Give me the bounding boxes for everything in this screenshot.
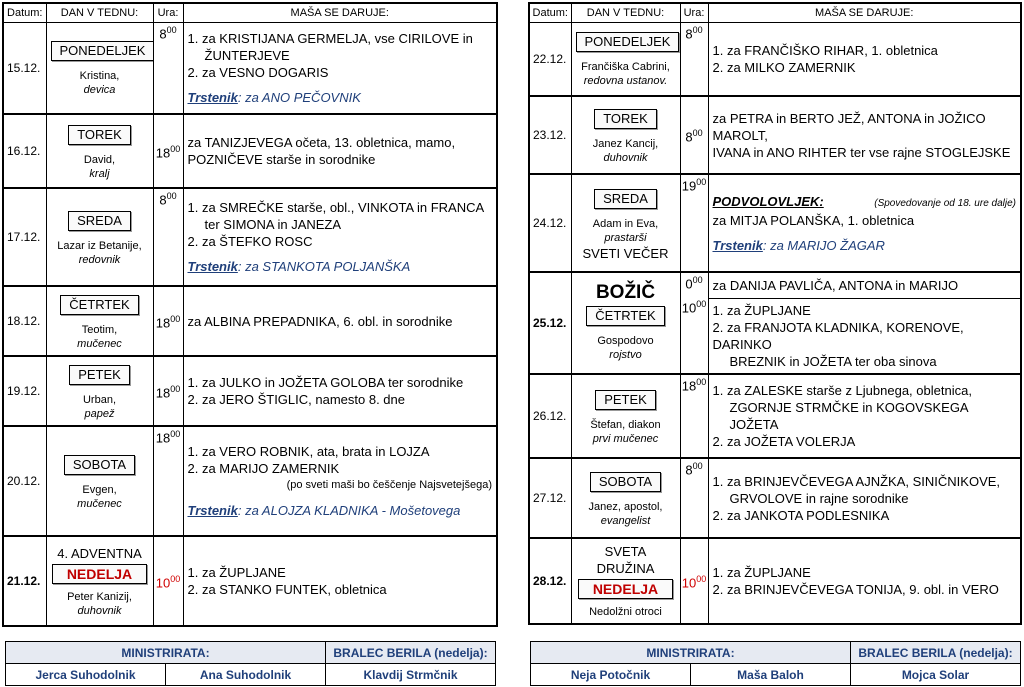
ministrant-name: Neja Potočnik [531,664,691,686]
mass-intention: ZGORNJE STRMČKE in KOGOVSKEGA JOŽETA [729,400,968,432]
header-date: Datum: [529,3,571,22]
day-cell [46,188,153,286]
day-row [3,22,497,114]
time-cell [680,374,708,458]
saint-name: Urban, [82,393,117,406]
saint-title: redovna ustanov. [583,75,668,88]
ministrants-label: MINISTRIRATA: [531,642,851,664]
time-minutes: 00 [692,127,703,138]
day-name-box: PETEK [69,365,130,385]
footer-table-left [5,641,496,686]
day-row [529,174,1021,272]
date-cell: 16.12. [3,114,46,188]
trstenik-label: Trstenik [187,259,238,274]
trstenik-mass [188,258,493,275]
trstenik-intention: : za MARIJO ŽAGAR [762,237,885,253]
day-row [529,22,1021,96]
ministrant-name: Jerca Suhodolnik [6,664,166,686]
mass-intention: 1. za ZALESKE starše z Ljubnega, obletnica, [712,383,972,398]
saint-title: evangelist [600,514,651,527]
day-row [3,536,497,626]
day-cell [571,272,680,374]
saint-name: Frančiška Cabrini, [581,61,670,74]
day-name-box: TOREK [594,109,657,129]
saint-title: kralj [89,167,110,180]
saint-name: David, [83,153,116,166]
mass-time [682,299,707,315]
time-cell [153,286,183,356]
time-hour: 8 [685,462,693,478]
date-cell: 23.12. [529,96,571,174]
mass-intention: 2. za MARIJO ZAMERNIK [187,461,340,476]
saint-title: mučenec [77,337,122,350]
time-cell [680,22,708,96]
saint-name: Janez Kancij, [592,137,659,150]
day-cell [571,96,680,174]
confession-note: (Spovedovanje od 18. ure dalje) [874,197,1016,209]
feast-title: BOŽIČ [595,282,656,303]
feast-title: SVETA DRUŽINA [596,544,655,576]
day-row [3,286,497,356]
time-hour: 18 [155,385,171,401]
mass-intention: 2. za JANKOTA PODLESNIKA [712,507,890,523]
mass-intention: 1. za VERO ROBNIK, ata, brata in LOJZA [187,444,430,459]
day-row [3,114,497,188]
trstenik-label: Trstenik [187,89,238,105]
saint-name: Peter Kanizij, [67,590,132,603]
day-cell [571,458,680,538]
header-row [3,3,497,22]
date-cell: 24.12. [529,174,571,272]
date-cell: 18.12. [3,286,46,356]
time-cell [680,538,708,624]
saint-title: prastarši [604,231,647,244]
day-row [3,426,497,536]
date-cell: 26.12. [529,374,571,458]
mass-intention: za ALBINA PREPADNIKA, 6. obl. in sorodnike [187,313,453,329]
trstenik-mass [188,89,493,106]
mass-intention: 1. za KRISTIJANA GERMELJA, vse CIRILOVE in [187,30,473,46]
time-hour: 8 [685,129,693,145]
mass-intention: 1. za ŽUPLJANE [187,565,286,580]
reader-name: Klavdij Strmčnik [326,664,496,686]
mass-time [682,25,707,41]
date-cell: 21.12. [3,536,46,626]
saint-name: Adam in Eva, [592,217,659,230]
date-cell: 22.12. [529,22,571,96]
mass-cell [708,272,1021,374]
day-cell [46,114,153,188]
time-hour: 19 [681,178,697,194]
saint-name: Štefan, diakon [590,418,661,431]
mass-intention: (po sveti maši bo češčenje Najsvetejšega) [286,479,492,491]
evening-label: SVETI VEČER [582,245,669,261]
header-date: Datum: [3,3,46,22]
time-minutes: 00 [692,24,703,35]
day-name-box: PETEK [595,390,656,410]
saint-name: Teotim, [81,323,118,336]
mass-time [682,461,707,477]
time-hour: 0 [685,276,693,292]
mass-time [155,429,182,445]
ministrant-name: Maša Baloh [691,664,851,686]
header-mass: MAŠA SE DARUJE: [183,3,497,22]
day-name-box: SOBOTA [64,455,135,475]
podvolovljek-title: PODVOLOVLJEK: [712,193,824,209]
mass-time [682,574,707,590]
mass-time [682,177,707,193]
time-minutes: 00 [692,461,703,471]
time-cell [153,536,183,626]
date-cell: 28.12. [529,538,571,624]
day-name-box: SREDA [594,189,657,209]
date-cell: 17.12. [3,188,46,286]
reader-name: Mojca Solar [851,664,1021,686]
day-cell [46,286,153,356]
mass-cell [183,286,497,356]
mass-time [682,377,707,393]
mass-intention: ŽUNTERJEVE [204,47,290,63]
mass-intention: 2. za STANKO FUNTEK, obletnica [187,582,387,597]
schedule-table-right [528,2,1022,625]
day-row [529,538,1021,624]
mass-cell [708,174,1021,272]
saint-name: Kristina, [79,70,120,83]
time-hour: 18 [155,315,171,331]
ministrant-name: Ana Suhodolnik [166,664,326,686]
mass-cell [708,538,1021,624]
mass-intention: 1. za SMREČKE starše, obl., VINKOTA in FRANCA [187,200,485,215]
time-minutes: 00 [166,24,177,35]
time-hour: 8 [159,192,167,208]
mass-intention: 2. za JOŽETA VOLERJA [712,434,856,449]
day-name-box: SREDA [68,211,131,231]
mass-intention: 2. za ŠTEFKO ROSC [187,234,313,249]
saint-title: devica [83,84,116,97]
time-cell [680,458,708,538]
mass-intention: 2. za JERO ŠTIGLIC, namesto 8. dne [187,392,405,407]
date-cell: 25.12. [529,272,571,374]
time-hour: 8 [159,25,167,41]
mass-cell [183,356,497,426]
day-cell [46,536,153,626]
day-row [529,458,1021,538]
mass-cell [183,426,497,536]
day-cell [571,538,680,624]
reader-label: BRALEC BERILA (nedelja): [851,642,1021,664]
time-cell [680,174,708,272]
date-cell: 19.12. [3,356,46,426]
mass-intention: 1. za JULKO in JOŽETA GOLOBA ter sorodnike [187,375,464,390]
mass-cell [183,536,497,626]
day-name-box: PONEDELJEK [51,41,154,61]
time-cell [153,426,183,536]
time-minutes: 00 [696,573,707,584]
header-mass: MAŠA SE DARUJE: [708,3,1021,22]
mass-intention: za TANIZJEVEGA očeta, 13. obletnica, mamo, [187,135,456,150]
mass-time [155,191,182,207]
day-cell [46,356,153,426]
time-hour: 18 [155,145,171,161]
day-name-box: ČETRTEK [60,295,138,315]
header-time: Ura: [680,3,708,22]
time-cell [680,272,708,374]
trstenik-mass [188,502,493,519]
mass-intention: BREZNIK in JOŽETA ter oba sinova [729,353,937,369]
saint-title: redovnik [78,253,121,266]
time-minutes: 00 [692,275,703,285]
trstenik-intention: : za STANKOTA POLJANŠKA [237,259,411,274]
mass-intention: 2. za VESNO DOGARIS [187,64,329,80]
mass-intention: ter SIMONA in JANEZA [204,217,342,232]
day-row [529,272,1021,374]
podvolovljek-heading [713,193,1017,212]
time-cell [153,356,183,426]
time-minutes: 00 [170,143,181,154]
header-day: DAN V TEDNU: [571,3,680,22]
footer-table-right [530,641,1021,686]
day-name-box: TOREK [68,125,131,145]
saint-title: duhovnik [77,604,122,617]
mass-intention: GRVOLOVE in rajne sorodnike [729,490,909,506]
day-cell [571,22,680,96]
day-row [3,188,497,286]
mass-cell [708,374,1021,458]
saint-title: papež [84,407,115,420]
time-cell [153,114,183,188]
time-hour: 18 [681,378,697,394]
saint-name: Gospodovo [597,335,654,347]
mass-cell [708,458,1021,538]
time-minutes: 00 [170,429,181,439]
time-minutes: 00 [166,191,177,201]
mass-cell [183,188,497,286]
mass-time [155,25,182,41]
mass-intention: IVANA in ANO RIHTER ter vse rajne STOGLEJSKE [712,144,1011,160]
time-minutes: 00 [170,383,181,394]
day-row [529,96,1021,174]
mass-intention: za PETRA in BERTO JEŽ, ANTONA in JOŽICO MAROLT, [712,110,986,143]
day-cell [571,174,680,272]
trstenik-mass [713,237,1017,254]
time-minutes: 00 [170,313,181,324]
day-name-box: PONEDELJEK [576,32,680,52]
saint-name: Nedolžni otroci [589,606,662,618]
saint-title: duhovnik [603,151,648,164]
mass-time [682,275,707,291]
day-row [3,356,497,426]
ministrants-label: MINISTRIRATA: [6,642,326,664]
time-hour: 18 [155,430,171,446]
mass-cell [708,22,1021,96]
date-cell: 15.12. [3,22,46,114]
mass-time [155,314,182,330]
trstenik-intention: : za ANO PEČOVNIK [237,89,361,105]
saint-name: Lazar iz Betanije, [57,239,142,252]
time-cell [680,96,708,174]
mass-cell [708,96,1021,174]
day-name-box: NEDELJA [578,579,673,599]
mass-intention: 2. za BRINJEVČEVEGA TONIJA, 9. obl. in VERO [712,582,999,597]
saint-title: rojstvo [609,349,642,361]
mass-intention: 1. za FRANČIŠKO RIHAR, 1. obletnica [712,42,938,58]
mass-intention: 2. za FRANJOTA KLADNIKA, KORENOVE, DARINKO [712,319,964,352]
time-minutes: 00 [696,177,707,187]
mass-time [155,384,182,400]
day-name-box: NEDELJA [52,564,147,584]
saint-title: mučenec [77,497,122,510]
mass-intention: 1. za ŽUPLJANE [712,565,811,580]
mass-intention: 1. za BRINJEVČEVEGA AJNŽKA, SINIČNIKOVE, [712,473,1001,489]
mass-time [155,574,182,590]
saint-title: prvi mučenec [592,432,659,445]
mass-intention: za MITJA POLANŠKA, 1. obletnica [712,212,915,228]
trstenik-label: Trstenik [712,237,763,253]
date-cell: 27.12. [529,458,571,538]
mass-intention: POZNIČEVE starše in sorodnike [187,152,376,167]
day-row [529,374,1021,458]
day-cell [46,22,153,114]
schedule-table-left [2,2,498,627]
feast-title: 4. ADVENTNA [57,545,142,561]
mass-time [155,144,182,160]
time-cell [153,188,183,286]
mass-intention: 2. za MILKO ZAMERNIK [712,59,856,75]
time-hour: 8 [685,25,693,41]
header-day: DAN V TEDNU: [46,3,153,22]
header-row [529,3,1021,22]
day-cell [46,426,153,536]
mass-intention: za DANIJA PAVLIČA, ANTONA in MARIJO [712,277,959,293]
time-hour: 10 [681,300,697,316]
time-hour: 10 [155,575,171,591]
time-hour: 10 [681,575,697,591]
date-cell: 20.12. [3,426,46,536]
mass-intention: 1. za ŽUPLJANE [709,298,1021,319]
trstenik-intention: : za ALOJZA KLADNIKA - Mošetovega [237,503,461,518]
time-minutes: 00 [696,377,707,387]
time-minutes: 00 [170,573,181,584]
time-cell [153,22,183,114]
mass-cell [183,114,497,188]
header-time: Ura: [153,3,183,22]
mass-cell [183,22,497,114]
trstenik-label: Trstenik [187,503,238,518]
reader-label: BRALEC BERILA (nedelja): [326,642,496,664]
day-name-box: SOBOTA [590,472,661,492]
time-minutes: 00 [696,299,707,310]
mass-time [682,128,707,144]
day-name-box: ČETRTEK [586,306,664,326]
saint-name: Janez, apostol, [588,500,663,513]
saint-name: Evgen, [82,483,117,496]
day-cell [571,374,680,458]
